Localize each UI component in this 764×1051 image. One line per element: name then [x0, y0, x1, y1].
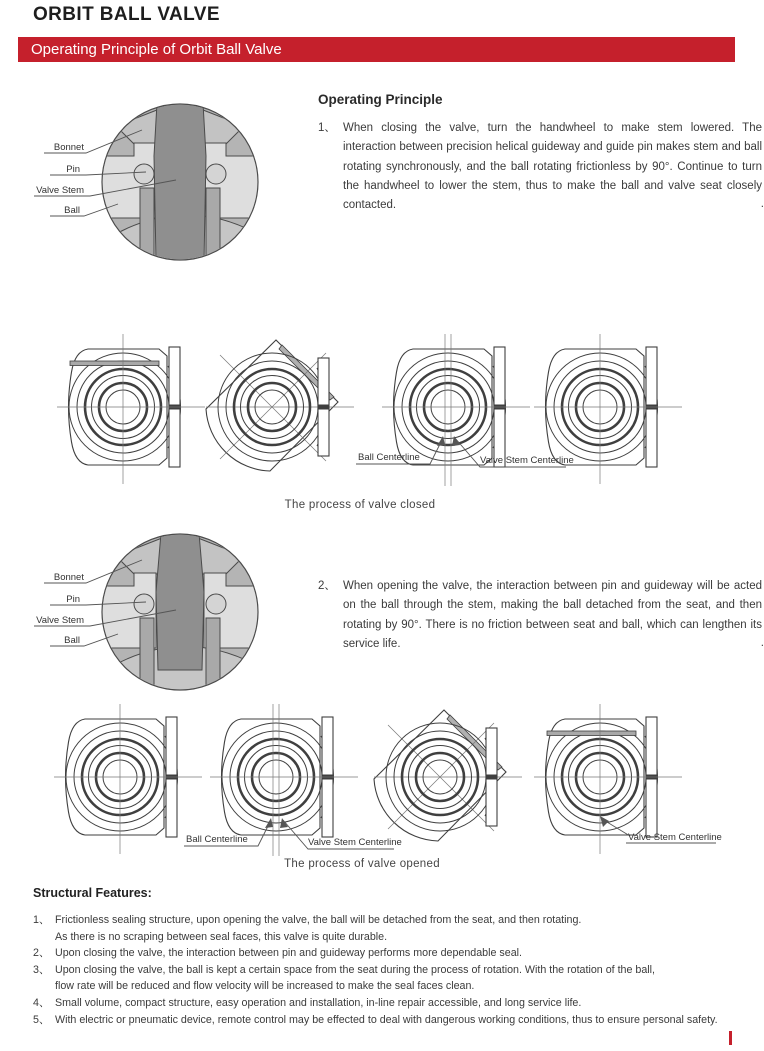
valve-cutaway-closing-diagram [20, 92, 270, 272]
feature-text: Small volume, compact structure, easy operation and installation, in-line repair accessible, and long service life. [55, 996, 582, 1009]
feature-item [33, 962, 745, 995]
valve-stem-centerline-label: Valve Stem Centerline [308, 837, 402, 848]
principle-item-2 [318, 577, 762, 654]
feature-text: Upon closing the valve, the ball is kept a certain space from the seat during the process of rotation. With the rotation of the ball, [55, 963, 656, 976]
feature-text: Frictionless sealing structure, upon opening the valve, the ball will be detached from the seat, and then rotating. [55, 914, 582, 926]
section-banner [18, 37, 735, 62]
page-title: ORBIT BALL VALVE [33, 4, 220, 25]
closed-state-diagram-2-rotated [204, 332, 364, 487]
valve-stem-label: Valve Stem [36, 185, 84, 196]
feature-number: 2、 [33, 947, 50, 960]
feature-item [33, 995, 745, 1012]
stray-period-2: . [760, 636, 764, 649]
closed-centerline-callouts [352, 424, 592, 476]
ball-label: Ball [64, 205, 80, 216]
feature-item [33, 912, 745, 945]
feature-text: With electric or pneumatic device, remote control may be effected to deal with dangerous working conditions, thus to ensure personal safety. [55, 1013, 718, 1026]
closed-process-caption: The process of valve closed [284, 499, 436, 511]
valve-stem-centerline-label: Valve Stem Centerline [628, 832, 722, 843]
structural-features-heading: Structural Features: [33, 886, 152, 900]
feature-number: 5、 [33, 1013, 50, 1026]
principle-item-2-text: When opening the valve, the interaction between pin and guideway will be acted on the ball through the stem, making the ball detached from the seat, and then rotating by 90°. There is no friction between seat and ball, which can lengthen its service life. [343, 580, 762, 650]
ball-centerline-label: Ball Centerline [358, 452, 420, 463]
ball-label: Ball [64, 635, 80, 646]
feature-item [33, 1012, 745, 1029]
feature-number: 1、 [33, 914, 50, 926]
feature-text: As there is no scraping between seal faces, this valve is quite durable. [55, 930, 388, 943]
valve-cutaway-opening-diagram [20, 522, 270, 702]
valve-stem-centerline-label: Valve Stem Centerline [480, 455, 574, 466]
section-banner-label: Operating Principle of Orbit Ball Valve [31, 41, 282, 58]
principle-item-1-text: When closing the valve, turn the handwheel to make stem lowered. The interaction between precision helical guideway and guide pin makes stem and ball rotating synchronously, and the ball rotating frictionless by 90°. Continue to turn the handwheel to lower the stem, thus to make the ball and valve seat closely contacted. [343, 122, 762, 212]
feature-text: Upon closing the valve, the interaction between pin and guideway performs more dependable seal. [55, 947, 522, 960]
principle-item-1 [318, 119, 762, 215]
opened-centerline-callouts [180, 806, 420, 858]
feature-text: flow rate will be reduced and flow velocity will be increased to make the seal faces clean. [55, 980, 475, 993]
feature-number: 4、 [33, 996, 50, 1009]
pin-label: Pin [66, 164, 80, 175]
closed-state-diagram-1 [55, 332, 210, 487]
structural-features-list [33, 912, 745, 1028]
principle-item-1-number: 1、 [318, 122, 336, 134]
stray-period-1: . [760, 198, 764, 211]
principle-item-2-number: 2、 [318, 580, 336, 592]
operating-principle-heading: Operating Principle [318, 92, 443, 107]
feature-item [33, 945, 745, 962]
feature-number: 3、 [33, 963, 50, 976]
bonnet-label: Bonnet [53, 142, 84, 153]
bonnet-label: Bonnet [53, 572, 84, 583]
opened-process-caption: The process of valve opened [284, 858, 440, 870]
valve-stem-label: Valve Stem [36, 615, 84, 626]
page-edge-mark [729, 1031, 732, 1045]
ball-centerline-label: Ball Centerline [186, 834, 248, 845]
opened-stem-centerline-callout [588, 806, 753, 848]
pin-label: Pin [66, 594, 80, 605]
